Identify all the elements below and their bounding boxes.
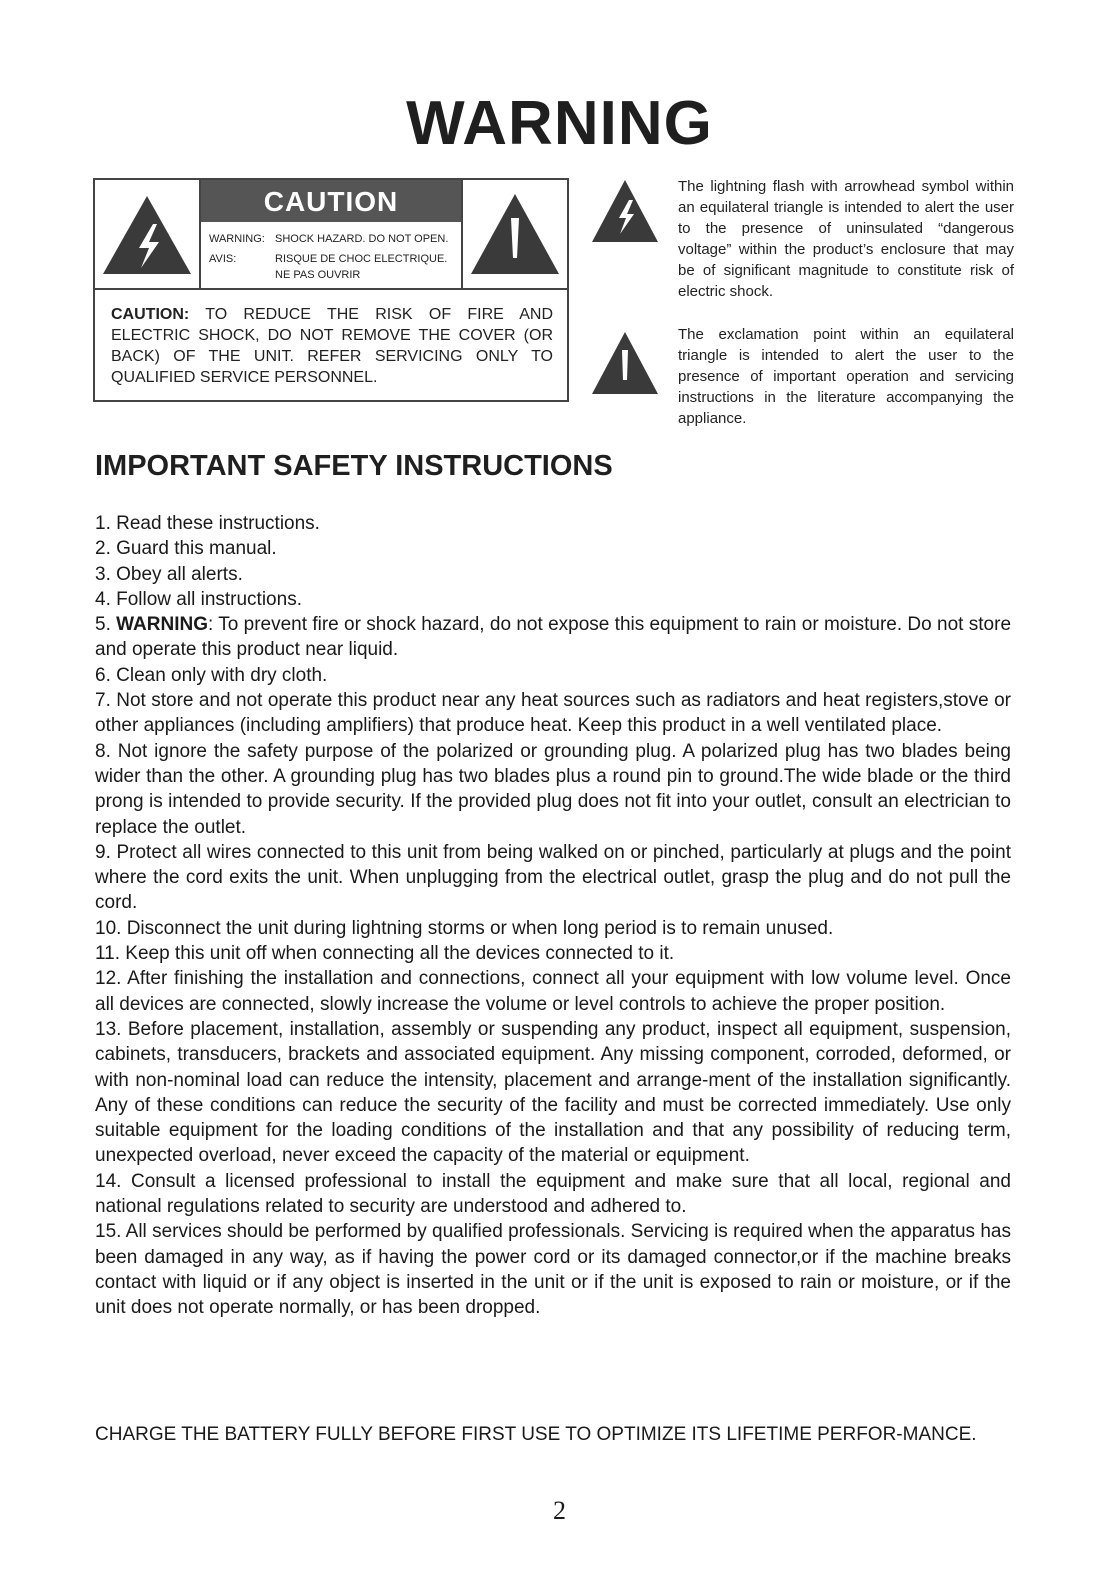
- instruction-item: 14. Consult a licensed professional to install the equipment and make sure that all local, regional and national regulations related to security are understood and adhered to.: [95, 1170, 1011, 1218]
- instruction-item: 8. Not ignore the safety purpose of the polarized or grounding plug. A polarized plug has two blades being wider than the other. A grounding plug has two blades plus a round pin to ground.The wide blade or the third prong is intended to provide security. If the provided plug does not fit into your outlet, consult an electrician to replace the outlet.: [95, 740, 1011, 838]
- instruction-item: 6. Clean only with dry cloth.: [95, 664, 328, 686]
- exclamation-triangle-icon: [590, 330, 660, 396]
- page-title: WARNING: [406, 89, 713, 158]
- caution-text-body: TO REDUCE THE RISK OF FIRE AND ELECTRIC SHOCK, DO NOT REMOVE THE COVER (OR BACK) OF THE UNIT. REFER SERVICING ONLY TO QUALIFIED SERVICE PERSONNEL.: [111, 306, 553, 386]
- instruction-item-warning: [95, 612, 1011, 663]
- instruction-item: 7. Not store and not operate this product near any heat sources such as radiators and heat registers,stove or other appliances (including amplifiers) that produce heat. Keep this product in a well ventilated place.: [95, 690, 1011, 737]
- instruction-item: 4. Follow all instructions.: [95, 588, 302, 610]
- instruction-item: 9. Protect all wires connected to this unit from being walked on or pinched, particularly at plugs and the point where the cord exits the unit. When unplugging from the electrical outlet, grasp the plug and do not pull the cord.: [95, 841, 1011, 914]
- instruction-item: 10. Disconnect the unit during lightning storms or when long period is to remain unused.: [95, 917, 834, 939]
- caution-text-lead: CAUTION:: [111, 306, 190, 323]
- instruction-item: 3. Obey all alerts.: [95, 563, 243, 585]
- lightning-triangle-icon: [590, 178, 660, 244]
- avis-key: AVIS:: [209, 253, 237, 265]
- caution-label-lines: [209, 230, 453, 296]
- charge-battery-note: CHARGE THE BATTERY FULLY BEFORE FIRST USE TO OPTIMIZE ITS LIFETIME PERFOR-MANCE.: [95, 1424, 977, 1445]
- safety-instructions-list: [95, 511, 1011, 1321]
- warning-key: WARNING:: [209, 233, 265, 245]
- caution-right-cell: [461, 180, 567, 288]
- instruction-number: 5.: [95, 614, 117, 636]
- caution-label-box: [93, 178, 569, 402]
- caution-label-center: [201, 180, 461, 288]
- instruction-item: 2. Guard this manual.: [95, 538, 277, 560]
- caution-label-top: [95, 180, 567, 290]
- instruction-item: 1. Read these instructions.: [95, 513, 320, 534]
- instruction-bold: WARNING: [116, 614, 208, 636]
- instruction-item: 11. Keep this unit off when connecting all the devices connected to it.: [95, 943, 675, 965]
- exclamation-symbol-text: The exclamation point within an equilateral triangle is intended to alert the user to the presence of important operation and servicing instructions in the literature accompanying the appliance.: [678, 326, 1014, 427]
- caution-text: [111, 304, 553, 388]
- lightning-symbol-text: The lightning flash with arrowhead symbol within an equilateral triangle is intended to alert the user to the presence of uninsulated “dangerous voltage” within the product’s enclosure that may be of significant magnitude to constitute risk of electric shock.: [678, 178, 1014, 300]
- avis-value-line2: NE PAS OUVRIR: [275, 269, 361, 281]
- avis-value-line1: RISQUE DE CHOC ELECTRIQUE.: [275, 253, 448, 265]
- safety-heading: IMPORTANT SAFETY INSTRUCTIONS: [95, 450, 613, 482]
- warning-value: SHOCK HAZARD. DO NOT OPEN.: [275, 233, 449, 245]
- exclamation-triangle-icon: [467, 186, 563, 282]
- instruction-item: 12. After finishing the installation and connections, connect all your equipment with low volume level. Once all devices are connected, slowly increase the volume or level controls to achieve the proper position.: [95, 968, 1011, 1015]
- instruction-item: 13. Before placement, installation, assembly or suspending any product, inspect all equipment, suspension, cabinets, transducers, brackets and associated equipment. Any missing component, corroded, deformed, or with non-nominal load can reduce the intensity, placement and arrange-ment of the installation significantly. Any of these conditions can reduce the security of the facility and must be corrected immediately. Use only suitable equipment for the loading conditions of the installation and that any possibility of reducing term, unexpected overload, never exceed the capacity of the material or equipment.: [95, 1018, 1011, 1167]
- instruction-text: : To prevent fire or shock hazard, do not expose this equipment to rain or moisture. Do not store and operate this product near liquid.: [95, 614, 1012, 661]
- caution-left-cell: [95, 180, 201, 288]
- caution-banner: CAUTION: [201, 180, 461, 222]
- instruction-item: 15. All services should be performed by qualified professionals. Servicing is required when the apparatus has been damaged in any way, as if having the power cord or its damaged connector,or if the machine breaks contact with liquid or if any object is inserted in the unit or if the unit is exposed to rain or moisture, or if the unit does not operate normally, or has been dropped.: [95, 1221, 1011, 1319]
- page-number: 2: [553, 1496, 566, 1525]
- lightning-triangle-icon: [99, 186, 195, 282]
